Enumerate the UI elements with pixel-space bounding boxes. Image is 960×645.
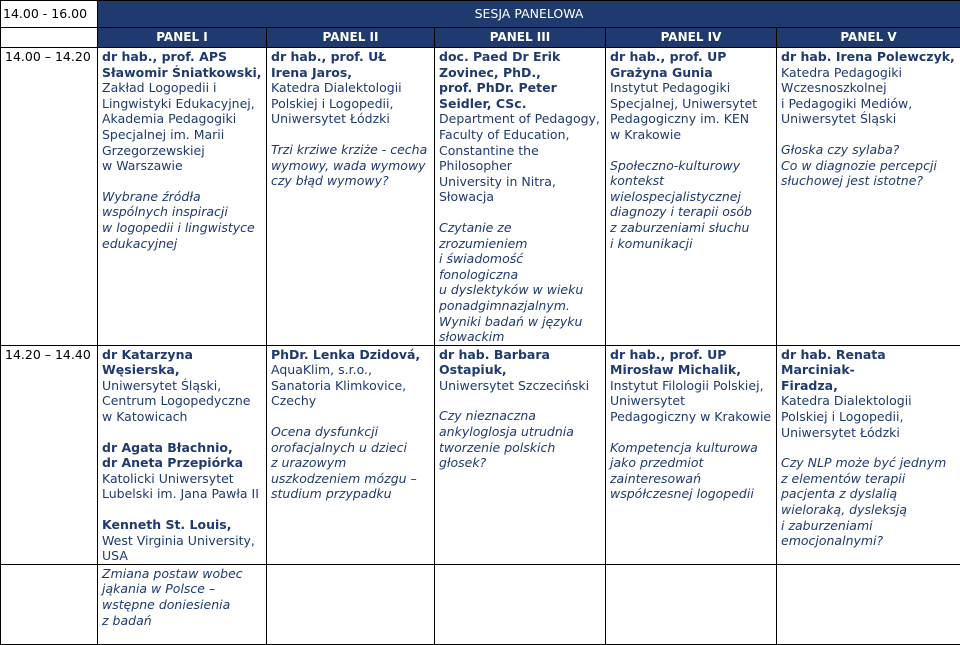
speaker-line: Grażyna Gunia [610, 65, 772, 81]
talk-title-line: Czytanie ze zrozumieniem [439, 220, 601, 251]
talk-title-line: wymowy, wada wymowy [271, 158, 430, 174]
affiliation-line: Słowacja [439, 189, 601, 205]
affiliation-line: USA [102, 548, 262, 564]
speaker-line: dr hab. Renata Marciniak- [781, 347, 956, 378]
talk-title-line: i komunikacji [610, 236, 772, 252]
table-row [1, 564, 960, 644]
affiliation-line: w Katowicach [102, 409, 262, 425]
talk-title-line: Wybrane źródła [102, 189, 262, 205]
affiliation-line: Zakład Logopedii i [102, 80, 262, 96]
speaker-line: dr hab., prof. UP [610, 49, 772, 65]
speaker-line: Seidler, CSc. [439, 96, 601, 112]
panel-cell [777, 564, 960, 644]
panel-cell [435, 345, 606, 564]
spacer [102, 425, 262, 440]
affiliation-line: Pedagogiczny im. KEN [610, 111, 772, 127]
affiliation-line: Sanatoria Klimkovice, [271, 378, 430, 394]
affiliation-line: Polskiej i Logopedii, [781, 409, 956, 425]
talk-title-line: głosek? [439, 455, 601, 471]
talk-title-line: wieloraką, dysleksją [781, 502, 956, 518]
affiliation-line: AquaKlim, s.r.o., [271, 362, 430, 378]
affiliation-line: Uniwersytet Szczeciński [439, 378, 601, 394]
session-time: 14.00 - 16.00 [1, 1, 98, 28]
talk-title-line: Głoska czy sylaba? [781, 142, 956, 158]
speaker-line: Mirosław Michalik, [610, 362, 772, 378]
affiliation-line: Katolicki Uniwersytet [102, 471, 262, 487]
session-header-row [1, 1, 960, 28]
panel-header-4: PANEL IV [606, 28, 777, 48]
affiliation-line: Katedra Pedagogiki [781, 65, 956, 81]
talk-title-line: jako przedmiot [610, 455, 772, 471]
speaker-line: dr hab. Barbara [439, 347, 601, 363]
talk-title-line: zainteresowań [610, 471, 772, 487]
talk-title-line: tworzenie polskich [439, 440, 601, 456]
talk-title-line: orofacjalnych u dzieci [271, 440, 430, 456]
talk-title-line: pacjenta z dyslalią [781, 486, 956, 502]
affiliation-line: Katedra Dialektologii [271, 80, 430, 96]
affiliation-line: Wczesnoszkolnej [781, 80, 956, 96]
talk-title-line: jąkania w Polsce – [102, 581, 262, 597]
panel-cell [98, 564, 267, 644]
spacer [610, 143, 772, 158]
talk-title-line: słuchowej jest istotne? [781, 173, 956, 189]
spacer [271, 127, 430, 142]
affiliation-line: Uniwersytet Śląski [781, 111, 956, 127]
panel-header-2: PANEL II [267, 28, 435, 48]
speaker-line: dr hab., prof. UŁ [271, 49, 430, 65]
spacer [102, 502, 262, 517]
talk-title-line: Społeczno-kulturowy [610, 158, 772, 174]
affiliation-line: i Pedagogiki Mediów, [781, 96, 956, 112]
table-row [1, 48, 960, 346]
talk-title-line: z urazowym [271, 455, 430, 471]
talk-title-line: i świadomość [439, 251, 601, 267]
affiliation-line: West Virginia University, [102, 533, 262, 549]
spacer [610, 425, 772, 440]
panel-cell [435, 48, 606, 346]
talk-title-line: z zaburzeniami słuchu [610, 220, 772, 236]
speaker-line: dr Aneta Przepiórka [102, 455, 262, 471]
panel-header-5: PANEL V [777, 28, 960, 48]
panel-cell [777, 48, 960, 346]
spacer [271, 409, 430, 424]
panel-cell [777, 345, 960, 564]
spacer [781, 440, 956, 455]
panel-cell [267, 564, 435, 644]
talk-title-line: ponadgimnazjalnym. [439, 298, 601, 314]
spacer [102, 174, 262, 189]
panel-cell [435, 564, 606, 644]
speaker-line: dr Agata Błachnio, [102, 440, 262, 456]
affiliation-line: w Warszawie [102, 158, 262, 174]
affiliation-line: Specjalnej, Uniwersytet [610, 96, 772, 112]
talk-title-line: wstępne doniesienia [102, 597, 262, 613]
talk-title-line: z elementów terapii [781, 471, 956, 487]
affiliation-line: Uniwersytet Łódzki [781, 425, 956, 441]
talk-title-line: czy błąd wymowy? [271, 173, 430, 189]
talk-title-line: Wyniki badań w języku [439, 314, 601, 330]
speaker-line: prof. PhDr. Peter [439, 80, 601, 96]
talk-title-line: diagnozy i terapii osób [610, 204, 772, 220]
talk-title-line: Ocena dysfunkcji [271, 424, 430, 440]
speaker-line: PhDr. Lenka Dzidová, [271, 347, 430, 363]
affiliation-line: Uniwersytet Łódzki [271, 111, 430, 127]
speaker-line: doc. Paed Dr Erik [439, 49, 601, 65]
talk-title-line: emocjonalnymi? [781, 533, 956, 549]
speaker-line: Irena Jaros, [271, 65, 430, 81]
speaker-line: dr hab., prof. UP [610, 347, 772, 363]
affiliation-line: Philosopher [439, 158, 601, 174]
talk-title-line: współczesnej logopedii [610, 486, 772, 502]
affiliation-line: Department of Pedagogy, [439, 111, 601, 127]
row-time: 14.00 – 14.20 [1, 48, 98, 346]
talk-title-line: Czy nieznaczna [439, 408, 601, 424]
panel-header-1: PANEL I [98, 28, 267, 48]
talk-title-line: Trzi krziwe krziże - cecha [271, 142, 430, 158]
spacer [439, 205, 601, 220]
table-row [1, 345, 960, 564]
speaker-line: Kenneth St. Louis, [102, 517, 262, 533]
affiliation-line: Instytut Filologii Polskiej, [610, 378, 772, 394]
talk-title-line: Czy NLP może być jednym [781, 455, 956, 471]
affiliation-line: Katedra Dialektologii [781, 393, 956, 409]
panel-cell [267, 48, 435, 346]
talk-title-line: Zmiana postaw wobec [102, 566, 262, 582]
talk-title-line: w logopedii i lingwistyce [102, 220, 262, 236]
talk-title-line: fonologiczna [439, 267, 601, 283]
panel-cell [267, 345, 435, 564]
panel-cell [606, 48, 777, 346]
affiliation-line: Akademia Pedagogiki [102, 111, 262, 127]
affiliation-line: Lingwistyki Edukacyjnej, [102, 96, 262, 112]
panel-cell [606, 345, 777, 564]
speaker-line: dr hab. Irena Polewczyk, [781, 49, 956, 65]
talk-title-line: u dyslektyków w wieku [439, 282, 601, 298]
speaker-line: Ostapiuk, [439, 362, 601, 378]
speaker-line: dr hab., prof. APS [102, 49, 262, 65]
talk-title-line: Kompetencja kulturowa [610, 440, 772, 456]
panel-header-3: PANEL III [435, 28, 606, 48]
panel-cell [606, 564, 777, 644]
talk-title-line: Co w diagnozie percepcji [781, 158, 956, 174]
affiliation-line: Polskiej i Logopedii, [271, 96, 430, 112]
affiliation-line: Grzegorzewskiej [102, 143, 262, 159]
talk-title-line: i zaburzeniami [781, 518, 956, 534]
affiliation-line: Uniwersytet [610, 393, 772, 409]
session-title: SESJA PANELOWA [98, 1, 960, 28]
panel-header-row [1, 28, 960, 48]
speaker-line: dr Katarzyna Węsierska, [102, 347, 262, 378]
talk-title-line: kontekst [610, 173, 772, 189]
affiliation-line: Constantine the [439, 143, 601, 159]
speaker-line: Firadza, [781, 378, 956, 394]
talk-title-line: uszkodzeniem mózgu – [271, 471, 430, 487]
panel-header-blank [1, 28, 98, 48]
affiliation-line: Pedagogiczny w Krakowie [610, 409, 772, 425]
speaker-line: Sławomir Śniatkowski, [102, 65, 262, 81]
affiliation-line: Centrum Logopedyczne [102, 393, 262, 409]
talk-title-line: wielospecjalistycznej [610, 189, 772, 205]
talk-title-line: wspólnych inspiracji [102, 204, 262, 220]
affiliation-line: Faculty of Education, [439, 127, 601, 143]
affiliation-line: Lubelski im. Jana Pawła II [102, 486, 262, 502]
talk-title-line: słowackim [439, 329, 601, 345]
talk-title-line: z badań [102, 613, 262, 629]
talk-title-line: studium przypadku [271, 486, 430, 502]
affiliation-line: Uniwersytet Śląski, [102, 378, 262, 394]
affiliation-line: University in Nitra, [439, 174, 601, 190]
affiliation-line: Instytut Pedagogiki [610, 80, 772, 96]
panel-cell [98, 48, 267, 346]
speaker-line: Zovinec, PhD., [439, 65, 601, 81]
panel-cell [98, 345, 267, 564]
row-time [1, 564, 98, 644]
spacer [439, 393, 601, 408]
affiliation-line: Czechy [271, 393, 430, 409]
talk-title-line: edukacyjnej [102, 236, 262, 252]
affiliation-line: w Krakowie [610, 127, 772, 143]
talk-title-line: ankyloglosja utrudnia [439, 424, 601, 440]
row-time: 14.20 – 14.40 [1, 345, 98, 564]
affiliation-line: Specjalnej im. Marii [102, 127, 262, 143]
spacer [781, 127, 956, 142]
